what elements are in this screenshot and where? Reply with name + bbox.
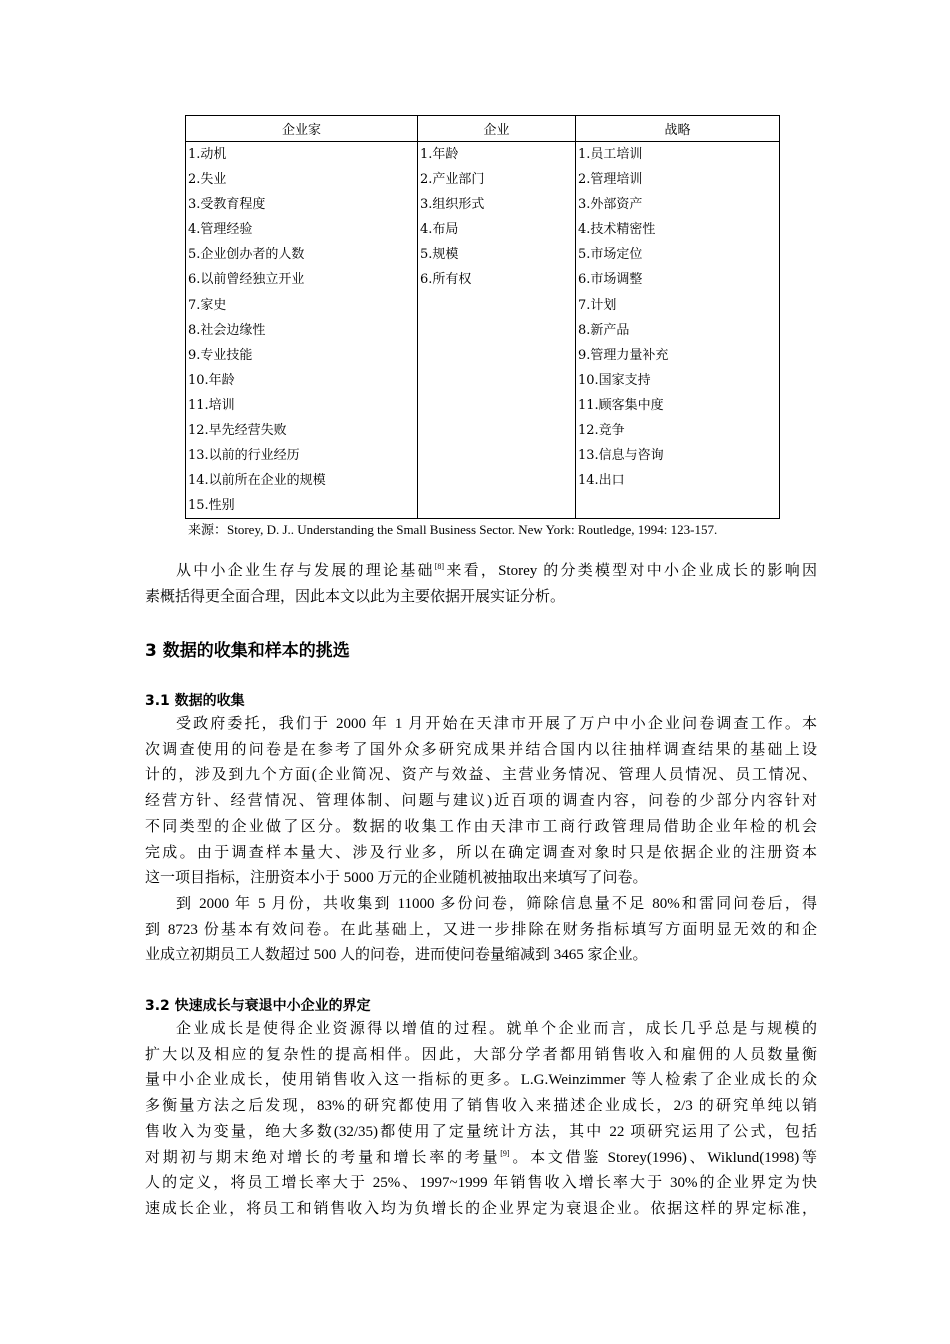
citation-ref: [9] [500, 1148, 510, 1158]
text-span: 来看，Storey 的分类模型对中小企业成长的影响因 [444, 563, 817, 579]
list-item: 12.竞争 [578, 423, 625, 439]
growth-factors-table [185, 115, 780, 519]
firm-column [418, 142, 576, 519]
table-source-note: 来源：Storey, D. J.. Understanding the Small Business Sector. New York: Routledge, 1994: 123-157. [188, 522, 718, 537]
list-item: 4.技术精密性 [578, 222, 656, 238]
list-item: 7.计划 [578, 297, 617, 313]
list-item: 14.以前所在企业的规模 [188, 473, 326, 489]
paragraph-line: 扩大以及相应的复杂性的提高相伴。因此，大部分学者都用销售收入和雇佣的人员数量衡 [145, 1046, 817, 1063]
strategy-column [576, 142, 780, 519]
list-item: 13.信息与咨询 [578, 448, 664, 464]
paragraph-line: 到 8723 份基本有效问卷。在此基础上，又进一步排除在财务指标填写方面明显无效的和企 [145, 921, 817, 938]
list-item: 2.产业部门 [420, 172, 485, 188]
list-item: 3.外部资产 [578, 197, 643, 213]
table-body-row [186, 142, 780, 519]
text-span: 对期初与期末绝对增长的考量和增长率的考量 [145, 1149, 501, 1166]
list-item: 11.培训 [188, 397, 235, 413]
paragraph-line: 售收入为变量，绝大多数(32/35)都使用了定量统计方法，其中 22 项研究运用了公式，包括 [145, 1123, 817, 1140]
paragraph-line: 速成长企业，将员工和销售收入均为负增长的企业界定为衰退企业。依据这样的界定标准， [145, 1200, 817, 1217]
paragraph-line: 素概括得更全面合理，因此本文以此为主要依据开展实证分析。 [145, 588, 566, 605]
list-item: 5.市场定位 [578, 247, 643, 263]
paragraph-line: 计的，涉及到九个方面(企业简况、资产与效益、主营业务情况、管理人员情况、员工情况、 [145, 767, 817, 784]
entrepreneur-column [186, 142, 418, 519]
paragraph-line: 业成立初期员工人数超过 500 人的问卷，进而使问卷量缩减到 3465 家企业。 [145, 947, 648, 964]
list-item: 3.组织形式 [420, 197, 485, 213]
paragraph-line: 次调查使用的问卷是在参考了国外众多研究成果并结合国内以往抽样调查结果的基础上设 [145, 741, 817, 758]
list-item: 5.规模 [420, 247, 459, 263]
list-item: 9.管理力量补充 [578, 347, 669, 363]
paragraph-line [145, 559, 817, 585]
paragraph-line: 经营方针、经营情况、管理体制、问题与建议)近百项的调查内容，问卷的少部分内容针对 [145, 793, 817, 810]
list-item: 1.员工培训 [578, 147, 643, 162]
list-item: 12.早先经营失败 [188, 423, 287, 439]
section-3-1-paragraph-2 [145, 892, 817, 969]
list-item: 15.性别 [188, 498, 235, 514]
list-item: 2.失业 [188, 172, 227, 188]
section-3-2-paragraph-1 [145, 1017, 817, 1223]
list-item: 5.企业创办者的人数 [188, 247, 305, 263]
list-item: 8.新产品 [578, 322, 630, 338]
paragraph-line: 这一项目指标，注册资本小于 5000 万元的企业随机被抽取出来填写了问卷。 [145, 870, 648, 887]
list-item: 9.专业技能 [188, 347, 253, 363]
paragraph-line: 多衡量方法之后发现，83%的研究都使用了销售收入来描述企业成长，2/3 的研究单纯以销 [145, 1098, 817, 1115]
list-item: 1.年龄 [420, 147, 459, 162]
table-header-row [186, 116, 780, 142]
list-item: 14.出口 [578, 473, 625, 489]
section-3-1-heading: 3.1 数据的收集 [145, 693, 245, 709]
paragraph-line: 人的定义，将员工增长率大于 25%、1997~1999 年销售收入增长率大于 30%的企业界定为快 [145, 1175, 817, 1192]
list-item: 11.顾客集中度 [578, 397, 664, 413]
list-item: 10.国家支持 [578, 372, 651, 388]
text-span: 从中小企业生存与发展的理论基础 [176, 563, 435, 579]
paragraph-line: 不同类型的企业做了区分。数据的收集工作由天津市工商行政管理局借助企业年检的机会 [145, 818, 817, 835]
list-item: 7.家史 [188, 297, 227, 313]
list-item: 6.市场调整 [578, 272, 643, 288]
text-span: 。本文借鉴 Storey(1996)、Wiklund(1998)等 [509, 1149, 817, 1166]
list-item: 6.所有权 [420, 272, 472, 288]
paragraph-line: 量中小企业成长，使用销售收入这一指标的更多。L.G.Weinzimmer 等人检索了企业成长的众 [145, 1072, 817, 1089]
intro-paragraph [145, 559, 817, 610]
section-3-1-paragraph-1 [145, 712, 817, 892]
list-item: 3.受教育程度 [188, 197, 266, 213]
citation-ref: [8] [434, 562, 445, 571]
list-item: 4.管理经验 [188, 222, 253, 238]
header-strategy: 战略 [576, 116, 780, 142]
section-3-2-heading: 3.2 快速成长与衰退中小企业的界定 [145, 998, 371, 1014]
list-item: 6.以前曾经独立开业 [188, 272, 305, 288]
paragraph-line: 企业成长是使得企业资源得以增值的过程。就单个企业而言，成长几乎总是与规模的 [176, 1021, 817, 1037]
header-firm: 企业 [418, 116, 576, 142]
list-item: 2.管理培训 [578, 172, 643, 188]
paragraph-line: 受政府委托，我们于 2000 年 1 月开始在天津市开展了万户中小企业问卷调查工作。本 [176, 716, 817, 732]
paragraph-line: 完成。由于调查样本量大、涉及行业多，所以在确定调查对象时只是依据企业的注册资本 [145, 844, 817, 861]
header-entrepreneur: 企业家 [186, 116, 418, 142]
list-item: 8.社会边缘性 [188, 322, 266, 338]
paragraph-line [145, 1146, 817, 1172]
list-item: 4.布局 [420, 222, 459, 238]
list-item: 1.动机 [188, 147, 227, 162]
paragraph-line: 到 2000 年 5 月份，共收集到 11000 多份问卷，筛除信息量不足 80%和雷同问卷后，得 [176, 896, 817, 912]
list-item: 10.年龄 [188, 372, 235, 388]
section-3-heading: 3 数据的收集和样本的挑选 [145, 641, 350, 661]
list-item: 13.以前的行业经历 [188, 448, 300, 464]
